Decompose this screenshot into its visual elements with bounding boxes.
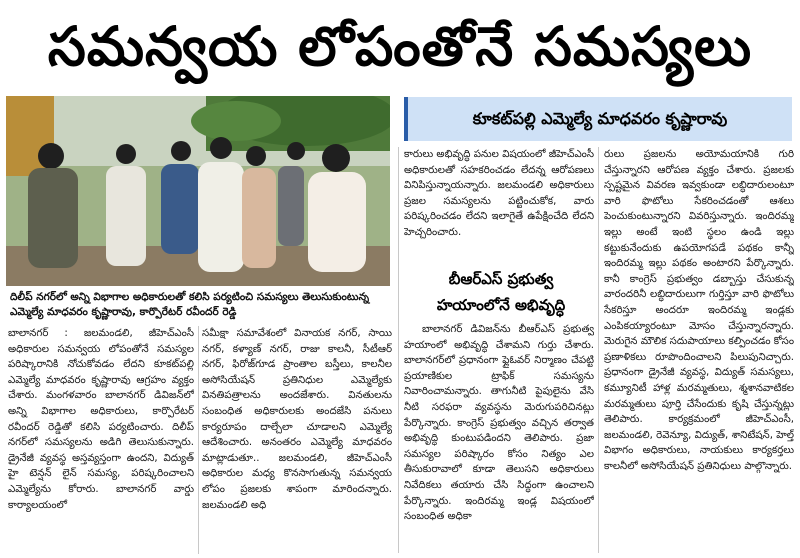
article-column-right [604,147,794,554]
article-paragraph: బాలానగర్‌ : జలమండలి, జీహెచ్‌ఎంసీ అధికారుల సమన్వయ లోపంతోనే సమస్యల పరిష్కారానికి నోచుకోవడం లేదని కూకట్‌పల్లి ఎమ్మెల్యే మాధవరం కృష్ణారావు ఆగ్రహం వ్యక్తం చేశారు. మంగళవారం బాలానగర్‌ డివిజన్‌లో అన్ని విభాగాల అధికారులు, కార్పొరేటర్‌ రవీందర్‌ రెడ్డితో కలిసి పర్యటించారు. దిలీప్‌ నగర్‌లో సమస్యలను అడిగి తెలుసుకున్నారు. డ్రైనేజీ వ్యవస్థ అస్తవ్యస్తంగా ఉందని, విద్యుత్‌ హై టెన్షన్‌ లైన్‌ సమస్య, పరిష్కరించాలని ఎమ్మెల్యేను కోరారు. బాలానగర్‌ వార్డు కార్యాలయంలో [8,328,194,511]
headline: సమన్వయ లోపంతోనే సమస్యలు [47,15,753,78]
column-divider [598,147,599,553]
article-column-left [8,326,194,554]
subheading: కూకట్‌పల్లి ఎమ్మెల్యే మాధవరం కృష్ణారావు [404,97,792,141]
article-paragraph: సమీక్షా సమావేశంలో వినాయక నగర్‌, సాయి నగర్‌, కళ్యాణ్‌ నగర్‌, రాజు కాలనీ, సీటీఆర్‌ నగర్‌, ఫిరోజ్‌గూడ ప్రాంతాల బస్తీలు, కాలనీల అసోసియేషన్‌ ప్రతినిధుల ఎమ్మెల్యేకు వినతిపత్రాలను అందజేశారు. వినతులను సంబంధిత అధికారులకు అందజేసి పనులు కార్యరూపం దాల్చేలా చూడాలని ఎమ్మెల్యే ఆదేశించారు. అనంతరం ఎమ్మెల్యే మాధవరం మాట్లాడుతూ.. జలమండలి, జీహెచ్‌ఎంసీ అధికారుల మధ్య కొనసాగుతున్న సమన్వయ లోపం ప్రజలకు శాపంగా మారిందన్నారు. జలమండలి అధి [202,328,392,511]
crosshead: బీఆర్‌ఎస్‌ ప్రభుత్వ హయాంలోనే అభివృద్ధి [436,270,566,314]
news-photo [6,96,390,286]
photo-caption: దిలీప్‌ నగర్‌లో అన్ని విభాగాల అధికారులతో కలిసి పర్యటించి సమస్యలు తెలుసుకుంటున్న ఎమ్మెల్యే మాధవరం కృష్ణారావు, కార్పొరేటర్‌ రవీందర్‌ రెడ్డి [10,291,370,318]
column-divider [198,326,199,554]
article-paragraph: రులు ప్రజలను అయోమయానికి గురి చేస్తున్నారని ఆరోపణ వ్యక్తం చేశారు. ప్రజలకు స్పష్టమైన వివరణ ఇవ్వకుండా లబ్ధిదారులంటూ వారి ఫొటోలు సేకరించడంతో ఆశలు పెంచుకుంటున్నారని వివరిస్తున్నారు. ఇందిరమ్మ ఇల్లు అంటే ఇంటి స్థలం ఉండి ఇల్లు కట్టుకునేందుకు ఉపయోగపడే పథకం కాన్నీ ఇందిరమ్మ ఇల్లు పథకం అంటారని పేర్కొన్నారు. కానీ కాంగ్రెస్‌ ప్రభుత్వం డబ్బాస్తు చేసుకున్న వారందరినీ లబ్ధిదారులుగా గుర్తిస్తూ వారి ఫొటోలు సేకరిస్తూ అందరూ ఇందిరమ్మ ఇండ్లకు ఎంపికయ్యారంటూ మోసం చేస్తున్నారన్నారు. మెరుగైన మౌలిక సదుపాయాలు కల్పించడం కోసం ప్రణాళికలు రూపొందించాలని పిలుపునిచ్చారు. ప్రధానంగా డ్రైనేజీ వ్యవస్థ, విద్యుత్‌ సమస్యలు, కమ్యూనిటీ హాళ్ల మరమ్మతులు, శ్మశానవాటికల మరమ్మతులు పూర్తి చేసేందుకు కృషి చేస్తున్నట్లు తెలిపారు. కార్యక్రమంలో జీహెచ్‌ఎంసీ, జలమండలి, రెవెన్యూ, విద్యుత్‌, శానిటేషన్‌, హెల్త్‌ విభాగం అధికారులు, నాయకులు కార్యకర్తలు కాలనీలో అసోసియేషన్‌ ప్రతినిధులు పాల్గొన్నారు. [604,149,794,472]
article-column-middle-bottom [404,322,594,554]
article-paragraph: కారులు అభివృద్ధి పనుల విషయంలో జీహెచ్‌ఎంసీ అధికారులతో సహకరించడం లేదన్న ఆరోపణలు వినిపిస్తున్నాయన్నారు. జలమండలి అధికారులు ప్రజల సమస్యలను పట్టించుకోక, వారు పరిష్కరించడం లేదని ఇలాగైతే ఉపేక్షించేది లేదని హెచ్చరించారు. [404,149,594,238]
article-paragraph: బాలానగర్‌ డివిజన్‌ను బీఆర్‌ఎస్‌ ప్రభుత్వ హయాంలో అభివృద్ధి చేశామని గుర్తు చేశారు. బాలానగర్‌లో ప్రధానంగా ఫ్లైఓవర్‌ నిర్మాణం చేపట్టి ప్రయాణికుల ట్రాఫిక్‌ సమస్యను నివారించామన్నారు. తాగునీటి పైపులైను వేసి నీటి సరఫరా వ్యవస్థను మెరుగుపరిచినట్లు పేర్కొన్నారు. కాంగ్రెస్‌ ప్రభుత్వం వచ్చిన తర్వాత అభివృద్ధి కుంటుపడిందని తెలిపారు. ప్రజా సమస్యల పరిష్కారం కోసం నిత్యం ఎల తీసుకురావాలో కూడా తెలుసని అధికారులు నివేదికలు తయారు చేసి సిద్ధంగా ఉంచాలని పేర్కొన్నారు. ఇందిరమ్మ ఇండ్ల విషయంలో సంబంధిత అధికా [404,324,594,523]
article-column-left-2 [202,326,392,554]
article-column-middle-top [404,147,594,262]
column-divider [398,147,399,553]
